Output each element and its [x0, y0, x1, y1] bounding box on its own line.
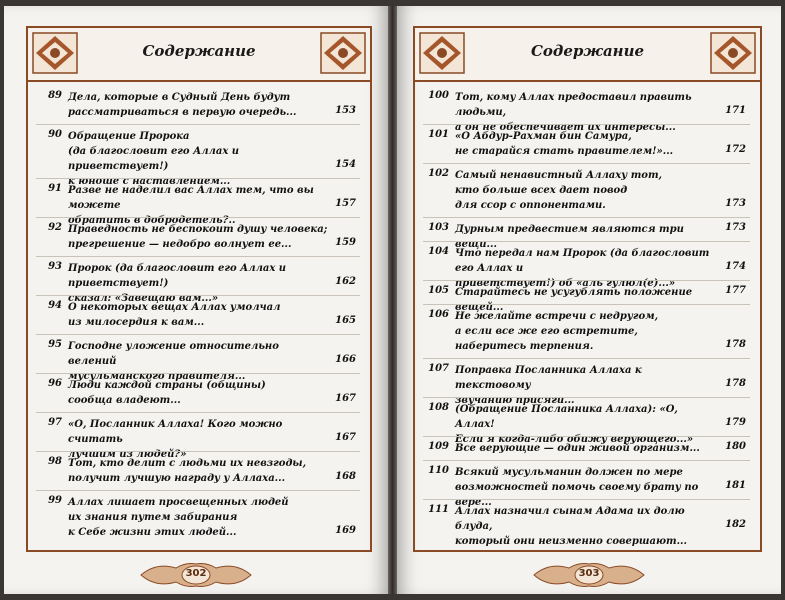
toc-entry [415, 168, 760, 213]
entry-title: Все верующие — один живой организм... [455, 443, 700, 454]
toc-entry [415, 504, 760, 547]
entry-title: Что передал нам Пророк (да благословит его Аллах и приветствует!) об «аль гулюл(е)...» [455, 248, 710, 289]
entry-divider [423, 241, 750, 242]
entry-number: 108 [428, 402, 449, 413]
entry-divider [36, 295, 360, 296]
entry-number: 102 [428, 168, 449, 179]
entry-page: 180 [725, 441, 746, 452]
toc-entry [415, 285, 760, 313]
entry-divider [423, 358, 750, 359]
entry-number: 99 [48, 495, 62, 506]
entry-title: Самый ненавистный Аллаху тот, кто больше всех дает повод для ссор с оппонентами. [455, 170, 663, 211]
entry-number: 89 [48, 90, 62, 101]
toc-entry [415, 402, 760, 445]
entry-title: Пророк (да благословит его Аллах и приветствует!) сказал: «Завещаю вам...» [68, 263, 287, 304]
entry-title: О некоторых вещах Аллах умолчал из милосердия к вам... [68, 302, 281, 328]
entry-page: 173 [725, 222, 746, 233]
entry-page: 169 [335, 525, 356, 536]
entry-page: 177 [725, 285, 746, 296]
entry-number: 106 [428, 309, 449, 320]
toc-entry [28, 495, 370, 540]
entry-page: 168 [335, 471, 356, 482]
entry-page: 174 [725, 261, 746, 272]
entry-number: 91 [48, 183, 62, 194]
toc-entry [28, 183, 370, 226]
entry-number: 111 [428, 504, 449, 515]
entry-divider [36, 217, 360, 218]
entry-title: Старайтесь не усугублять положение вещей... [455, 287, 693, 313]
entry-number: 97 [48, 417, 62, 428]
entry-number: 98 [48, 456, 62, 467]
entry-title: Дурным предвестием являются три вещи... [455, 224, 684, 250]
entry-number: 110 [428, 465, 449, 476]
page-footer [136, 560, 256, 590]
corner-ornament-icon [31, 31, 79, 75]
entry-page: 159 [335, 237, 356, 248]
entry-number: 107 [428, 363, 449, 374]
entry-page: 165 [335, 315, 356, 326]
entry-number: 100 [428, 90, 449, 101]
entry-page: 173 [725, 198, 746, 209]
entry-divider [36, 178, 360, 179]
entry-divider [423, 436, 750, 437]
entry-divider [36, 124, 360, 125]
entry-title: Праведность не беспокоит душу человека; прегрешение — недобро волнует ее... [68, 224, 328, 250]
entry-page: 167 [335, 393, 356, 404]
toc-entry [415, 441, 760, 456]
entry-divider [423, 304, 750, 305]
left-page [4, 6, 388, 594]
entry-divider [36, 334, 360, 335]
page-title: Содержание [530, 42, 645, 60]
entry-page: 171 [725, 105, 746, 116]
page-number: 303 [578, 568, 600, 579]
toc-entry [28, 456, 370, 486]
entry-divider [423, 124, 750, 125]
entry-page: 172 [725, 144, 746, 155]
entry-number: 90 [48, 129, 62, 140]
entry-number: 94 [48, 300, 62, 311]
corner-ornament-icon [319, 31, 367, 75]
entry-number: 95 [48, 339, 62, 350]
entry-number: 101 [428, 129, 449, 140]
entry-title: Не желайте встречи с недругом, а если все же его встретите, наберитесь терпения. [455, 311, 659, 352]
page-frame [413, 26, 762, 552]
entry-title: Поправка Посланника Аллаха к текстовому звучанию присяги... [455, 365, 642, 406]
toc-entry [415, 222, 760, 250]
toc-entry [415, 465, 760, 508]
toc-entry [28, 339, 370, 382]
page-header [28, 28, 370, 82]
entry-divider [423, 397, 750, 398]
page-footer [529, 560, 649, 590]
entry-title: (Обращение Посланника Аллаха): «О, Аллах! Если я когда-либо обижу верующего...» [455, 404, 694, 445]
toc-entry [28, 417, 370, 460]
entry-divider [423, 460, 750, 461]
entry-number: 104 [428, 246, 449, 257]
entry-page: 181 [725, 480, 746, 491]
entry-title: Аллах назначил сынам Адама их долю блуда, который они неизменно совершают... [455, 506, 688, 547]
toc-entry [28, 261, 370, 304]
toc-entry [415, 309, 760, 354]
entry-divider [36, 412, 360, 413]
entry-divider [36, 451, 360, 452]
entry-title: Тот, кому Аллах предоставил править людьми, а он не обеспечивает их интересы... [455, 92, 692, 133]
entry-page: 178 [725, 378, 746, 389]
entry-title: «О, Посланник Аллаха! Кого можно считать лучшим из людей?» [68, 419, 283, 460]
toc-entry [28, 222, 370, 252]
entry-title: «О Абдур-Рахман бин Самура, не старайся стать правителем!»... [455, 131, 674, 157]
entry-page: 157 [335, 198, 356, 209]
entry-number: 92 [48, 222, 62, 233]
entry-title: Всякий мусульманин должен по мере возможностей помочь своему брату по вере... [455, 467, 699, 508]
entry-title: Дела, которые в Судный День будут рассматриваться в первую очередь... [68, 92, 297, 118]
entry-title: Господне уложение относительно велений мусульманского правителя... [68, 341, 279, 382]
entry-title: Аллах лишает просвещенных людей их знания путем забирания к Себе жизни этих людей... [68, 497, 289, 538]
right-page [397, 6, 781, 594]
entry-title: Разве не наделил вас Аллах тем, что вы можете обратить в добродетель?.. [68, 185, 314, 226]
toc-entry [415, 246, 760, 289]
corner-ornament-icon [418, 31, 466, 75]
entry-title: Люди каждой страны (общины) сообща владеют... [68, 380, 266, 406]
entry-title: Тот, кто делит с людьми их невзгоды, получит лучшую награду у Аллаха... [68, 458, 307, 484]
toc-entry [415, 363, 760, 406]
entry-page: 154 [335, 159, 356, 170]
entry-page: 178 [725, 339, 746, 350]
entry-divider [423, 217, 750, 218]
entry-number: 109 [428, 441, 449, 452]
entry-divider [36, 256, 360, 257]
toc-entry [28, 129, 370, 187]
entry-divider [423, 499, 750, 500]
entry-number: 93 [48, 261, 62, 272]
entry-title: Обращение Пророка (да благословит его Аллах и приветствует!) к юноше с наставлением... [68, 131, 240, 187]
entry-divider [423, 163, 750, 164]
entry-page: 179 [725, 417, 746, 428]
page-title: Содержание [142, 42, 256, 60]
toc-entry [28, 90, 370, 120]
entry-divider [36, 373, 360, 374]
entry-number: 96 [48, 378, 62, 389]
book-spine [388, 6, 397, 594]
toc-entry [415, 90, 760, 133]
entry-divider [36, 490, 360, 491]
toc-entry [28, 300, 370, 330]
entry-page: 166 [335, 354, 356, 365]
entry-page: 153 [335, 105, 356, 116]
page-number: 302 [185, 568, 207, 579]
entry-page: 167 [335, 432, 356, 443]
corner-ornament-icon [709, 31, 757, 75]
toc-entry [28, 378, 370, 408]
toc-entry [415, 129, 760, 159]
entry-number: 103 [428, 222, 449, 233]
entry-page: 162 [335, 276, 356, 287]
page-frame [26, 26, 372, 552]
entry-divider [423, 280, 750, 281]
entry-page: 182 [725, 519, 746, 530]
page-header [415, 28, 760, 82]
entry-number: 105 [428, 285, 449, 296]
